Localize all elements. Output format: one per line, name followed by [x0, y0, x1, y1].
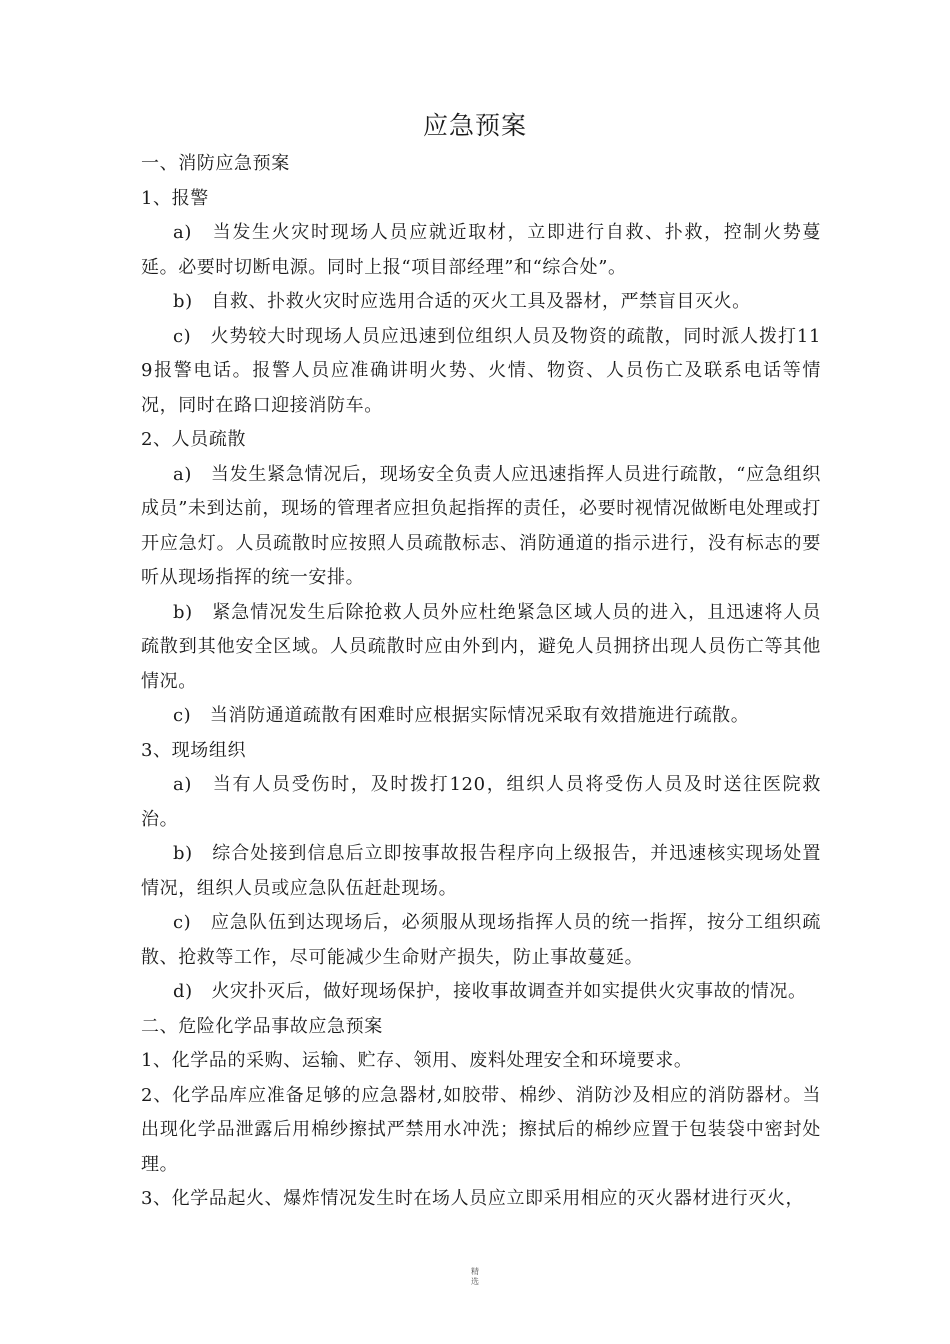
- footer-char-2: 选: [471, 1277, 479, 1286]
- paragraph: b) 紧急情况发生后除抢救人员外应杜绝紧急区域人员的进入，且迅速将人员疏散到其他安全区域。人员疏散时应由外到内，避免人员拥挤出现人员伤亡等其他情况。: [141, 601, 821, 692]
- paragraph: c) 应急队伍到达现场后，必须服从现场指挥人员的统一指挥，按分工组织疏散、抢救等工作，尽可能减少生命财产损失，防止事故蔓延。: [141, 912, 821, 968]
- section-heading-or-item: 2、人员疏散: [141, 429, 247, 450]
- paragraph: c) 当消防通道疏散有困难时应根据实际情况采取有效措施进行疏散。: [173, 705, 750, 726]
- section-heading-or-item: 3、现场组织: [141, 739, 247, 761]
- document-body: [141, 147, 821, 1217]
- paragraph: b) 综合处接到信息后立即按事故报告程序向上级报告，并迅速核实现场处置情况，组织人员或应急队伍赶赴现场。: [141, 843, 821, 899]
- paragraph: a) 当有人员受伤时，及时拨打120，组织人员将受伤人员及时送往医院救治。: [141, 774, 821, 830]
- footer-char-1: 精: [471, 1267, 479, 1276]
- section-heading-or-item: 3、化学品起火、爆炸情况发生时在场人员应立即采用相应的灭火器材进行灭火，: [141, 1188, 805, 1209]
- paragraph: b) 自救、扑救火灾时应选用合适的灭火工具及器材，严禁盲目灭火。: [173, 291, 751, 312]
- section-heading-or-item: 1、报警: [141, 187, 209, 209]
- paragraph: a) 当发生火灾时现场人员应就近取材，立即进行自救、扑救，控制火势蔓延。必要时切断电源。同时上报“项目部经理”和“综合处”。: [141, 222, 821, 278]
- document-title: 应急预案: [422, 111, 527, 140]
- section-heading-or-item: 二、危险化学品事故应急预案: [141, 1015, 383, 1037]
- section-heading-or-item: 1、化学品的采购、运输、贮存、领用、废料处理安全和环境要求。: [141, 1050, 693, 1071]
- paragraph: a) 当发生紧急情况后，现场安全负责人应迅速指挥人员进行疏散，“应急组织成员”未到达前，现场的管理者应担负起指挥的责任，必要时视情况做断电处理或打开应急灯。人员疏散时应按照人员疏散标志、消防通道的指示进行，没有标志的要听从现场指挥的统一安排。: [141, 463, 821, 588]
- section-heading-or-item: 2、化学品库应准备足够的应急器材,如胶带、棉纱、消防沙及相应的消防器材。当出现化学品泄露后用棉纱擦拭严禁用水冲洗；擦拭后的棉纱应置于包装袋中密封处理。: [141, 1084, 821, 1175]
- paragraph: c) 火势较大时现场人员应迅速到位组织人员及物资的疏散，同时派人拨打119报警电话。报警人员应准确讲明火势、火情、物资、人员伤亡及联系电话等情况，同时在路口迎接消防车。: [141, 325, 821, 416]
- section-heading-or-item: 一、消防应急预案: [141, 153, 290, 174]
- paragraph: d) 火灾扑灭后，做好现场保护，接收事故调查并如实提供火灾事故的情况。: [173, 981, 807, 1002]
- page-footer: [0, 1267, 950, 1287]
